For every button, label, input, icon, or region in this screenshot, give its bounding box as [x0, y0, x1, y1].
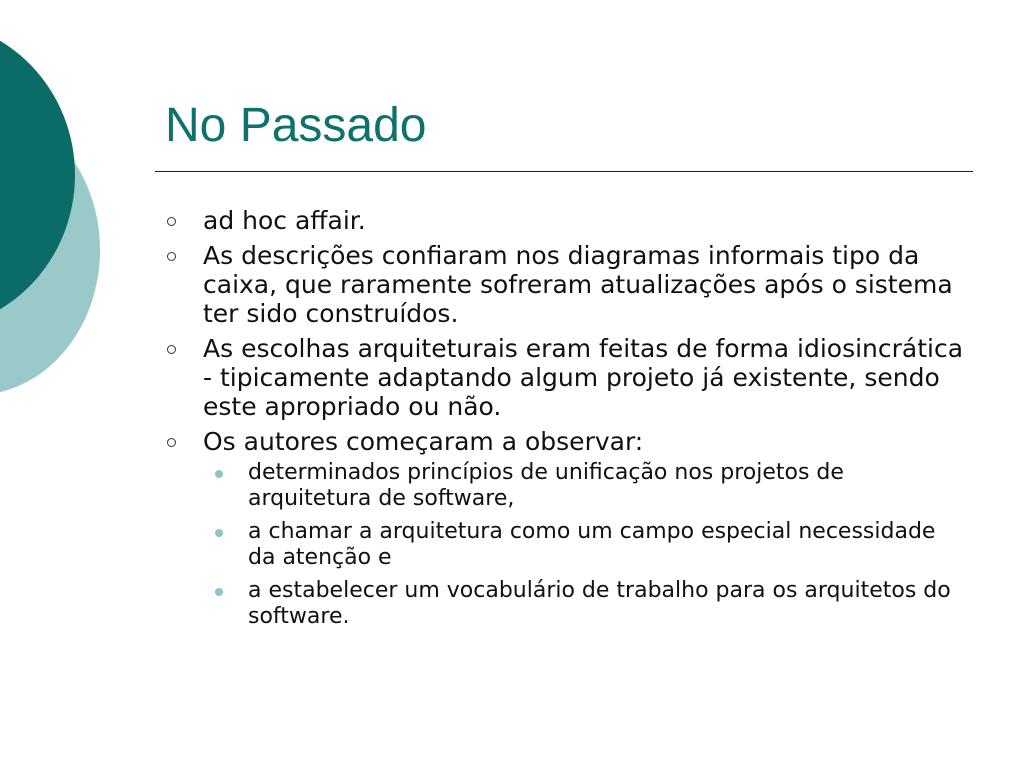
dot-bullet-icon — [215, 470, 223, 478]
bullet-text: ad hoc affair. — [203, 206, 366, 235]
hollow-circle-bullet-icon — [167, 252, 176, 261]
bullet-text: As descrições confiaram nos diagramas informais tipo da caixa, que raramente sofreram atualizações após o sistema ter sido construídos. — [203, 241, 953, 328]
bullet-item — [165, 427, 965, 630]
bullet-item — [165, 206, 965, 235]
dot-bullet-icon — [215, 529, 223, 537]
title-divider — [155, 171, 973, 172]
hollow-circle-bullet-icon — [167, 217, 176, 226]
sub-bullet-item — [210, 519, 965, 571]
sub-bullet-text: a chamar a arquitetura como um campo especial necessidade da atenção e — [248, 519, 936, 570]
bullet-text: Os autores começaram a observar: — [203, 427, 644, 456]
slide-body — [165, 206, 965, 637]
sub-bullet-text: a estabelecer um vocabulário de trabalho para os arquitetos do software. — [248, 578, 951, 629]
slide-title: No Passado — [165, 99, 427, 152]
hollow-circle-bullet-icon — [167, 438, 176, 447]
bullet-item — [165, 241, 965, 328]
bullet-item — [165, 334, 965, 421]
sub-bullet-item — [210, 578, 965, 630]
dot-bullet-icon — [215, 588, 223, 596]
bullet-list — [165, 206, 965, 630]
sub-bullet-list — [203, 460, 965, 630]
sub-bullet-text: determinados princípios de unificação nos projetos de arquitetura de software, — [248, 460, 844, 511]
hollow-circle-bullet-icon — [167, 345, 176, 354]
sub-bullet-item — [210, 460, 965, 512]
bullet-text: As escolhas arquiteturais eram feitas de forma idiosincrática - tipicamente adaptando algum projeto já existente, sendo este apropriado ou não. — [203, 334, 964, 421]
